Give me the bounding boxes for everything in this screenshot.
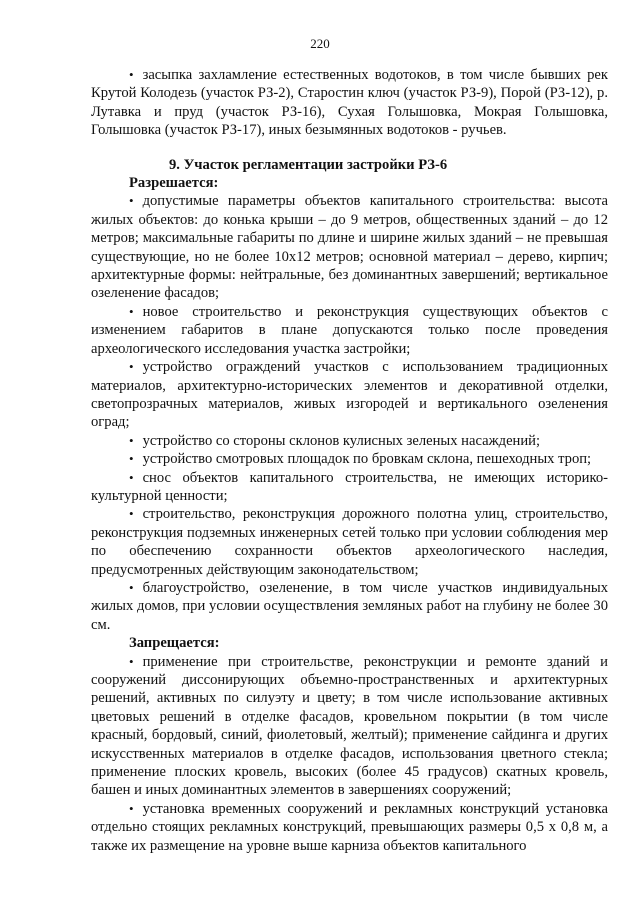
page-number: 220 <box>310 36 330 51</box>
allowed-item-7: • строительство, реконструкция дорожного полотна улиц, строительство, реконструкция подземных инженерных сетей только при условии соблюдения мер по обеспечению сохранности объектов археологического наследия, предусмотренных действующим законодательством; <box>91 505 608 579</box>
allowed-heading: Разрешается: <box>129 175 219 192</box>
allowed-item-1: • допустимые параметры объектов капитального строительства: высота жилых объектов: до конька крыши – до 9 метров, общественных зданий – до 12 метров; максимальные габариты по длине и ширине жилых зданий – не превышая существующие, но не более 10x12 метров; основной материал – дерево, кирпич; архитектурные формы: нейтральные, без доминантных завершений; вертикальное озеленение фасадов; <box>91 192 608 302</box>
document-body <box>91 66 608 855</box>
forbidden-heading: Запрещается: <box>129 635 220 652</box>
forbidden-item-2: • установка временных сооружений и рекламных конструкций установка отдельно стоящих рекламных конструкций, превышающих размеры 0,5 х 0,8 м, а также их размещение на уровне выше карниза объектов капитального <box>91 800 608 855</box>
forbidden-item-1: • применение при строительстве, реконструкции и ремонте зданий и сооружений диссонирующих объемно-пространственных и архитектурных решений, активных по силуэту и цвету; в том числе использование активных цветовых решений в отделке фасадов, кровельном покрытии (в том числе красный, бордовый, синий, фиолетовый, желтый); применение сайдинга и других искусственных материалов в отделке фасадов, использования цветного стекла; применение плоских кровель, высоких (более 45 градусов) скатных кровель, башен и иных доминантных элементов в завершениях сооружений; <box>91 653 608 800</box>
allowed-item-2: • новое строительство и реконструкция существующих объектов с изменением габаритов в плане допускаются только после проведения археологического исследования участка застройки; <box>91 303 608 358</box>
allowed-item-4: • устройство со стороны склонов кулисных зеленых насаждений; <box>91 432 608 450</box>
allowed-item-6: • снос объектов капитального строительства, не имеющих историко-культурной ценности; <box>91 469 608 506</box>
allowed-item-8: • благоустройство, озеленение, в том числе участков индивидуальных жилых домов, при условии осуществления земляных работ на глубину не более 30 см. <box>91 579 608 634</box>
allowed-item-5: • устройство смотровых площадок по бровкам склона, пешеходных троп; <box>91 450 608 468</box>
section-title: 9. Участок регламентации застройки РЗ-6 <box>169 156 448 173</box>
intro-bullet: • засыпка захламление естественных водотоков, в том числе бывших рек Крутой Колодезь (участок РЗ-2), Старостин ключ (участок РЗ-9), Порой (РЗ-12), р. Лутавка и пруд (участок РЗ-16), Сухая Голышовка, Мокрая Голышовка, Голышовка (участок РЗ-17), иных безымянных водотоков - ручьев. <box>91 66 608 140</box>
allowed-item-3: • устройство ограждений участков с использованием традиционных материалов, архитектурно-исторических элементов и декоративной отделки, светопрозрачных материалов, живых изгородей и вертикального озеленения оград; <box>91 358 608 432</box>
